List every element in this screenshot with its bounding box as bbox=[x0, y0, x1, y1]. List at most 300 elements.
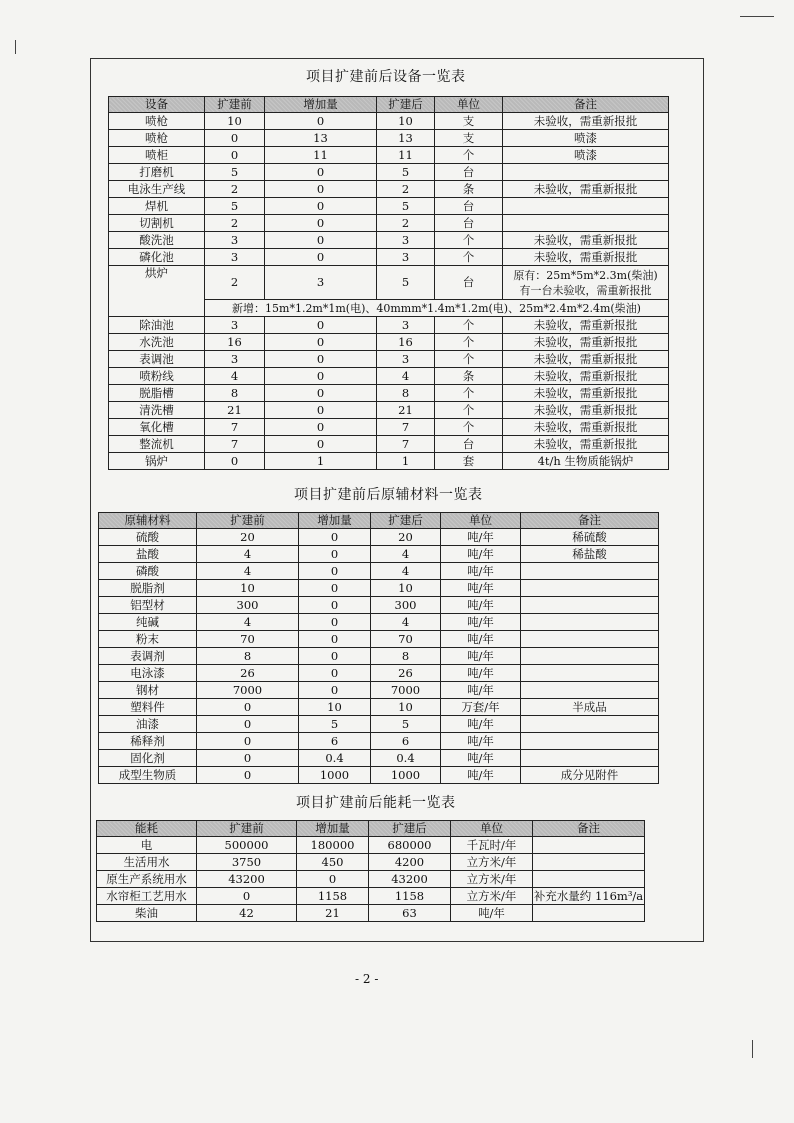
table-row bbox=[109, 402, 669, 419]
table-cell: 2 bbox=[205, 181, 265, 198]
note-cell: 补充水量约 116m³/a bbox=[533, 888, 644, 903]
table-cell: 0 bbox=[265, 164, 377, 181]
table-cell: 4 bbox=[371, 563, 441, 580]
table-row bbox=[99, 563, 659, 580]
table-cell: 锅炉 bbox=[109, 453, 205, 470]
note-cell: 未验收，需重新报批 bbox=[503, 368, 669, 385]
table-cell: 磷化池 bbox=[109, 249, 205, 266]
table-cell: 5 bbox=[377, 266, 435, 300]
column-header: 增加量 bbox=[297, 821, 369, 837]
table-cell: 16 bbox=[377, 334, 435, 351]
table-cell: 3 bbox=[205, 317, 265, 334]
table-cell: 万套/年 bbox=[441, 699, 521, 716]
table-cell: 0 bbox=[265, 351, 377, 368]
table-cell: 10 bbox=[377, 113, 435, 130]
table-cell: 固化剂 bbox=[99, 750, 197, 767]
table-cell: 3 bbox=[205, 351, 265, 368]
note-cell bbox=[521, 716, 659, 733]
materials-table bbox=[98, 512, 659, 784]
table-cell: 21 bbox=[377, 402, 435, 419]
table-cell: 电泳漆 bbox=[99, 665, 197, 682]
column-header: 备注 bbox=[533, 821, 645, 837]
table-row bbox=[97, 837, 645, 854]
column-header: 扩建后 bbox=[377, 97, 435, 113]
table-cell: 500000 bbox=[197, 837, 297, 854]
table-row bbox=[99, 631, 659, 648]
column-header: 单位 bbox=[435, 97, 503, 113]
table-cell: 0 bbox=[265, 249, 377, 266]
note-cell bbox=[521, 733, 659, 750]
table-cell: 钢材 bbox=[99, 682, 197, 699]
table-cell: 10 bbox=[371, 580, 441, 597]
table-cell: 0 bbox=[265, 385, 377, 402]
table-cell: 脱脂槽 bbox=[109, 385, 205, 402]
table-cell: 6 bbox=[371, 733, 441, 750]
note-cell bbox=[521, 631, 659, 648]
table-cell: 1 bbox=[265, 453, 377, 470]
table-row bbox=[109, 385, 669, 402]
table-cell: 7 bbox=[205, 419, 265, 436]
table-cell: 0 bbox=[299, 648, 371, 665]
table-cell: 20 bbox=[371, 529, 441, 546]
table-cell: 1158 bbox=[369, 888, 451, 905]
note-cell: 喷漆 bbox=[503, 130, 669, 147]
table-cell: 个 bbox=[435, 385, 503, 402]
table-cell: 0 bbox=[299, 614, 371, 631]
table-cell: 10 bbox=[197, 580, 299, 597]
table-cell: 5 bbox=[299, 716, 371, 733]
table-cell: 5 bbox=[205, 164, 265, 181]
table-row bbox=[109, 436, 669, 453]
table-cell: 套 bbox=[435, 453, 503, 470]
table-row bbox=[109, 351, 669, 368]
table-row bbox=[109, 317, 669, 334]
table-cell: 纯碱 bbox=[99, 614, 197, 631]
table-cell: 4 bbox=[205, 368, 265, 385]
note-cell: 未验收，需重新报批 bbox=[503, 436, 669, 453]
table-cell: 0 bbox=[197, 699, 299, 716]
table-cell: 个 bbox=[435, 232, 503, 249]
table-row bbox=[109, 232, 669, 249]
table-row bbox=[109, 419, 669, 436]
table-row bbox=[109, 181, 669, 198]
note-cell: 未验收，需重新报批 bbox=[503, 402, 669, 419]
energy-title: 项目扩建前后能耗一览表 bbox=[296, 795, 456, 811]
table-cell: 5 bbox=[205, 198, 265, 215]
table-cell: 0 bbox=[299, 580, 371, 597]
column-header: 设备 bbox=[109, 97, 205, 113]
table-row bbox=[99, 546, 659, 563]
table-cell: 4 bbox=[371, 546, 441, 563]
equipment-table bbox=[108, 96, 669, 470]
table-cell: 0 bbox=[205, 453, 265, 470]
table-cell: 个 bbox=[435, 334, 503, 351]
table-cell: 电 bbox=[97, 837, 197, 854]
table-cell: 10 bbox=[299, 699, 371, 716]
table-cell: 3 bbox=[377, 317, 435, 334]
table-cell: 26 bbox=[197, 665, 299, 682]
table-cell: 0 bbox=[205, 147, 265, 164]
table-cell: 4 bbox=[197, 563, 299, 580]
table-cell: 脱脂剂 bbox=[99, 580, 197, 597]
table-cell: 3 bbox=[377, 232, 435, 249]
table-cell: 2 bbox=[377, 181, 435, 198]
table-cell: 吨/年 bbox=[441, 665, 521, 682]
table-row bbox=[109, 215, 669, 232]
table-cell: 整流机 bbox=[109, 436, 205, 453]
table-cell: 0 bbox=[265, 181, 377, 198]
table-cell: 条 bbox=[435, 181, 503, 198]
table-cell: 8 bbox=[371, 648, 441, 665]
table-cell: 台 bbox=[435, 164, 503, 181]
table-row bbox=[99, 614, 659, 631]
table-cell: 水洗池 bbox=[109, 334, 205, 351]
energy-table bbox=[96, 820, 645, 922]
table-row bbox=[99, 699, 659, 716]
note-cell bbox=[521, 614, 659, 631]
note-cell: 未验收，需重新报批 bbox=[503, 334, 669, 351]
table-cell: 0 bbox=[265, 198, 377, 215]
materials-title: 项目扩建前后原辅材料一览表 bbox=[294, 487, 483, 503]
table-cell: 8 bbox=[377, 385, 435, 402]
table-cell: 切割机 bbox=[109, 215, 205, 232]
table-cell: 21 bbox=[297, 905, 369, 922]
note-cell: 未验收，需重新报批 bbox=[503, 351, 669, 368]
table-cell: 成型生物质 bbox=[99, 767, 197, 784]
table-cell: 70 bbox=[371, 631, 441, 648]
table-cell: 吨/年 bbox=[441, 648, 521, 665]
note-cell bbox=[533, 905, 645, 922]
table-cell: 4 bbox=[377, 368, 435, 385]
table-cell: 5 bbox=[377, 198, 435, 215]
table-row bbox=[99, 716, 659, 733]
table-cell: 43200 bbox=[369, 871, 451, 888]
table-cell: 水帘柜工艺用水 bbox=[97, 888, 197, 905]
table-cell: 吨/年 bbox=[441, 767, 521, 784]
note-line: 原有：25m*5m*2.3m(柴油) bbox=[513, 268, 658, 282]
table-cell: 铝型材 bbox=[99, 597, 197, 614]
note-cell bbox=[503, 215, 669, 232]
table-row bbox=[109, 368, 669, 385]
table-cell: 电泳生产线 bbox=[109, 181, 205, 198]
table-cell: 3750 bbox=[197, 854, 297, 871]
table-cell: 8 bbox=[197, 648, 299, 665]
note-cell: 未验收，需重新报批 bbox=[503, 385, 669, 402]
table-cell: 1 bbox=[377, 453, 435, 470]
table-cell: 6 bbox=[299, 733, 371, 750]
table-cell: 吨/年 bbox=[441, 597, 521, 614]
table-cell: 1158 bbox=[297, 888, 369, 905]
table-cell: 7000 bbox=[371, 682, 441, 699]
table-cell: 0 bbox=[197, 733, 299, 750]
table-cell: 立方米/年 bbox=[451, 871, 533, 888]
table-cell: 0 bbox=[265, 419, 377, 436]
note-cell bbox=[533, 854, 645, 871]
table-cell: 支 bbox=[435, 130, 503, 147]
table-row bbox=[99, 529, 659, 546]
table-cell: 0 bbox=[197, 716, 299, 733]
table-cell: 吨/年 bbox=[441, 716, 521, 733]
table-cell: 7 bbox=[377, 419, 435, 436]
note-cell bbox=[521, 648, 659, 665]
column-header: 单位 bbox=[451, 821, 533, 837]
table-cell: 0 bbox=[299, 529, 371, 546]
table-cell: 氧化槽 bbox=[109, 419, 205, 436]
table-cell: 1000 bbox=[371, 767, 441, 784]
table-cell: 0 bbox=[299, 597, 371, 614]
table-cell: 5 bbox=[371, 716, 441, 733]
table-cell: 0 bbox=[265, 436, 377, 453]
table-cell: 0 bbox=[299, 682, 371, 699]
table-cell: 7000 bbox=[197, 682, 299, 699]
table-cell: 7 bbox=[377, 436, 435, 453]
table-cell: 63 bbox=[369, 905, 451, 922]
table-cell: 吨/年 bbox=[441, 580, 521, 597]
note-cell bbox=[521, 682, 659, 699]
table-row bbox=[109, 266, 669, 300]
table-row bbox=[97, 854, 645, 871]
table-cell: 0 bbox=[299, 631, 371, 648]
table-cell: 20 bbox=[197, 529, 299, 546]
table-cell: 300 bbox=[371, 597, 441, 614]
table-cell: 硫酸 bbox=[99, 529, 197, 546]
table-cell: 21 bbox=[205, 402, 265, 419]
table-cell: 26 bbox=[371, 665, 441, 682]
table-row bbox=[109, 249, 669, 266]
column-header: 增加量 bbox=[299, 513, 371, 529]
table-cell: 吨/年 bbox=[441, 563, 521, 580]
table-row bbox=[99, 597, 659, 614]
table-row bbox=[109, 453, 669, 470]
table-cell: 0 bbox=[265, 402, 377, 419]
table-row bbox=[97, 905, 645, 922]
table-cell: 0 bbox=[299, 563, 371, 580]
note-cell: 未验收，需重新报批 bbox=[503, 419, 669, 436]
table-cell: 4 bbox=[371, 614, 441, 631]
table-cell: 680000 bbox=[369, 837, 451, 854]
table-cell: 原生产系统用水 bbox=[97, 871, 197, 888]
table-cell: 0 bbox=[299, 665, 371, 682]
table-cell: 1000 bbox=[299, 767, 371, 784]
table-row bbox=[99, 682, 659, 699]
note-cell: 4t/h 生物质能锅炉 bbox=[503, 453, 669, 470]
table-cell: 70 bbox=[197, 631, 299, 648]
note-cell bbox=[521, 750, 659, 767]
note-cell: 稀盐酸 bbox=[521, 546, 659, 563]
note-cell: 半成品 bbox=[521, 699, 659, 716]
table-cell: 台 bbox=[435, 198, 503, 215]
note-cell: 未验收，需重新报批 bbox=[503, 113, 669, 130]
table-cell: 0 bbox=[197, 888, 297, 905]
table-cell: 42 bbox=[197, 905, 297, 922]
table-cell: 烘炉 bbox=[109, 266, 205, 317]
table-cell: 吨/年 bbox=[441, 546, 521, 563]
table-cell: 5 bbox=[377, 164, 435, 181]
note-cell bbox=[533, 871, 645, 888]
table-cell: 450 bbox=[297, 854, 369, 871]
table-row bbox=[99, 750, 659, 767]
column-header: 扩建后 bbox=[369, 821, 451, 837]
table-cell: 13 bbox=[377, 130, 435, 147]
table-cell: 0 bbox=[265, 368, 377, 385]
table-cell: 吨/年 bbox=[441, 614, 521, 631]
table-row bbox=[99, 767, 659, 784]
table-cell: 盐酸 bbox=[99, 546, 197, 563]
column-header: 扩建前 bbox=[205, 97, 265, 113]
note-cell: 喷漆 bbox=[503, 147, 669, 164]
table-cell: 0 bbox=[265, 334, 377, 351]
table-cell: 7 bbox=[205, 436, 265, 453]
table-row bbox=[97, 888, 645, 905]
table-cell: 粉末 bbox=[99, 631, 197, 648]
table-cell: 喷枪 bbox=[109, 130, 205, 147]
table-cell: 0 bbox=[297, 871, 369, 888]
column-header: 能耗 bbox=[97, 821, 197, 837]
table-cell: 千瓦时/年 bbox=[451, 837, 533, 854]
column-header: 扩建后 bbox=[371, 513, 441, 529]
note-cell bbox=[521, 665, 659, 682]
table-cell: 0 bbox=[197, 767, 299, 784]
table-cell: 4 bbox=[197, 546, 299, 563]
table-row bbox=[99, 648, 659, 665]
page-number: - 2 - bbox=[355, 972, 379, 986]
table-cell: 立方米/年 bbox=[451, 854, 533, 871]
table-cell: 3 bbox=[205, 249, 265, 266]
table-cell: 油漆 bbox=[99, 716, 197, 733]
table-cell: 清洗槽 bbox=[109, 402, 205, 419]
table-cell: 0 bbox=[197, 750, 299, 767]
table-cell: 0 bbox=[265, 215, 377, 232]
table-row bbox=[109, 147, 669, 164]
table-cell: 喷枪 bbox=[109, 113, 205, 130]
table-cell: 0 bbox=[265, 317, 377, 334]
table-cell: 条 bbox=[435, 368, 503, 385]
table-cell: 0.4 bbox=[299, 750, 371, 767]
table-cell: 台 bbox=[435, 215, 503, 232]
table-cell: 2 bbox=[205, 215, 265, 232]
table-row bbox=[97, 871, 645, 888]
table-cell: 300 bbox=[197, 597, 299, 614]
table-cell: 3 bbox=[377, 249, 435, 266]
note-cell bbox=[521, 580, 659, 597]
table-row bbox=[109, 334, 669, 351]
table-cell: 喷柜 bbox=[109, 147, 205, 164]
table-cell: 4 bbox=[197, 614, 299, 631]
table-cell: 0.4 bbox=[371, 750, 441, 767]
table-cell: 支 bbox=[435, 113, 503, 130]
column-header: 扩建前 bbox=[197, 821, 297, 837]
scan-mark bbox=[752, 1040, 753, 1058]
table-cell: 打磨机 bbox=[109, 164, 205, 181]
table-cell: 0 bbox=[299, 546, 371, 563]
note-cell: 未验收，需重新报批 bbox=[503, 181, 669, 198]
table-cell: 焊机 bbox=[109, 198, 205, 215]
note-cell: 未验收，需重新报批 bbox=[503, 249, 669, 266]
table-cell: 0 bbox=[205, 130, 265, 147]
table-cell: 3 bbox=[205, 232, 265, 249]
table-cell: 0 bbox=[265, 232, 377, 249]
table-cell: 个 bbox=[435, 351, 503, 368]
table-cell: 台 bbox=[435, 266, 503, 300]
note-line: 有一台未验收，需重新报批 bbox=[519, 283, 652, 297]
table-row bbox=[99, 733, 659, 750]
oven-new-note: 新增：15m*1.2m*1m(电)、40mmm*1.4m*1.2m(电)、25m*2.4m*2.4m(柴油) bbox=[205, 300, 669, 317]
table-cell: 个 bbox=[435, 147, 503, 164]
note-cell bbox=[503, 164, 669, 181]
equipment-title: 项目扩建前后设备一览表 bbox=[306, 69, 466, 85]
column-header: 备注 bbox=[521, 513, 659, 529]
table-row bbox=[109, 113, 669, 130]
column-header: 增加量 bbox=[265, 97, 377, 113]
table-cell: 吨/年 bbox=[441, 733, 521, 750]
table-cell: 磷酸 bbox=[99, 563, 197, 580]
table-cell: 2 bbox=[205, 266, 265, 300]
table-cell: 43200 bbox=[197, 871, 297, 888]
table-cell: 稀释剂 bbox=[99, 733, 197, 750]
note-cell bbox=[533, 837, 645, 854]
table-row bbox=[109, 198, 669, 215]
note-cell: 未验收，需重新报批 bbox=[503, 232, 669, 249]
column-header: 原辅材料 bbox=[99, 513, 197, 529]
table-cell: 10 bbox=[205, 113, 265, 130]
table-cell: 表调剂 bbox=[99, 648, 197, 665]
table-cell: 吨/年 bbox=[441, 529, 521, 546]
table-cell: 0 bbox=[265, 113, 377, 130]
table-cell: 11 bbox=[265, 147, 377, 164]
note-cell bbox=[521, 597, 659, 614]
table-row bbox=[99, 580, 659, 597]
table-cell: 个 bbox=[435, 402, 503, 419]
table-cell: 喷粉线 bbox=[109, 368, 205, 385]
table-cell: 11 bbox=[377, 147, 435, 164]
table-row bbox=[109, 164, 669, 181]
note-cell: 成分见附件 bbox=[521, 767, 659, 784]
table-cell: 吨/年 bbox=[441, 682, 521, 699]
table-cell: 8 bbox=[205, 385, 265, 402]
table-row bbox=[109, 130, 669, 147]
table-cell: 表调池 bbox=[109, 351, 205, 368]
table-cell: 吨/年 bbox=[451, 905, 533, 922]
scan-mark bbox=[15, 40, 16, 54]
table-cell: 16 bbox=[205, 334, 265, 351]
table-cell: 酸洗池 bbox=[109, 232, 205, 249]
table-cell: 台 bbox=[435, 436, 503, 453]
scan-mark bbox=[740, 16, 774, 17]
table-cell: 立方米/年 bbox=[451, 888, 533, 905]
table-cell: 柴油 bbox=[97, 905, 197, 922]
table-row bbox=[99, 665, 659, 682]
column-header: 单位 bbox=[441, 513, 521, 529]
table-cell: 10 bbox=[371, 699, 441, 716]
note-cell bbox=[503, 266, 669, 300]
table-cell: 3 bbox=[377, 351, 435, 368]
table-cell: 吨/年 bbox=[441, 750, 521, 767]
table-cell: 2 bbox=[377, 215, 435, 232]
table-cell: 个 bbox=[435, 419, 503, 436]
table-cell: 13 bbox=[265, 130, 377, 147]
table-cell: 个 bbox=[435, 317, 503, 334]
note-cell bbox=[503, 198, 669, 215]
table-cell: 塑料件 bbox=[99, 699, 197, 716]
table-cell: 3 bbox=[265, 266, 377, 300]
table-cell: 除油池 bbox=[109, 317, 205, 334]
table-cell: 生活用水 bbox=[97, 854, 197, 871]
note-cell: 稀硫酸 bbox=[521, 529, 659, 546]
column-header: 备注 bbox=[503, 97, 669, 113]
column-header: 扩建前 bbox=[197, 513, 299, 529]
note-cell: 未验收，需重新报批 bbox=[503, 317, 669, 334]
note-cell bbox=[521, 563, 659, 580]
